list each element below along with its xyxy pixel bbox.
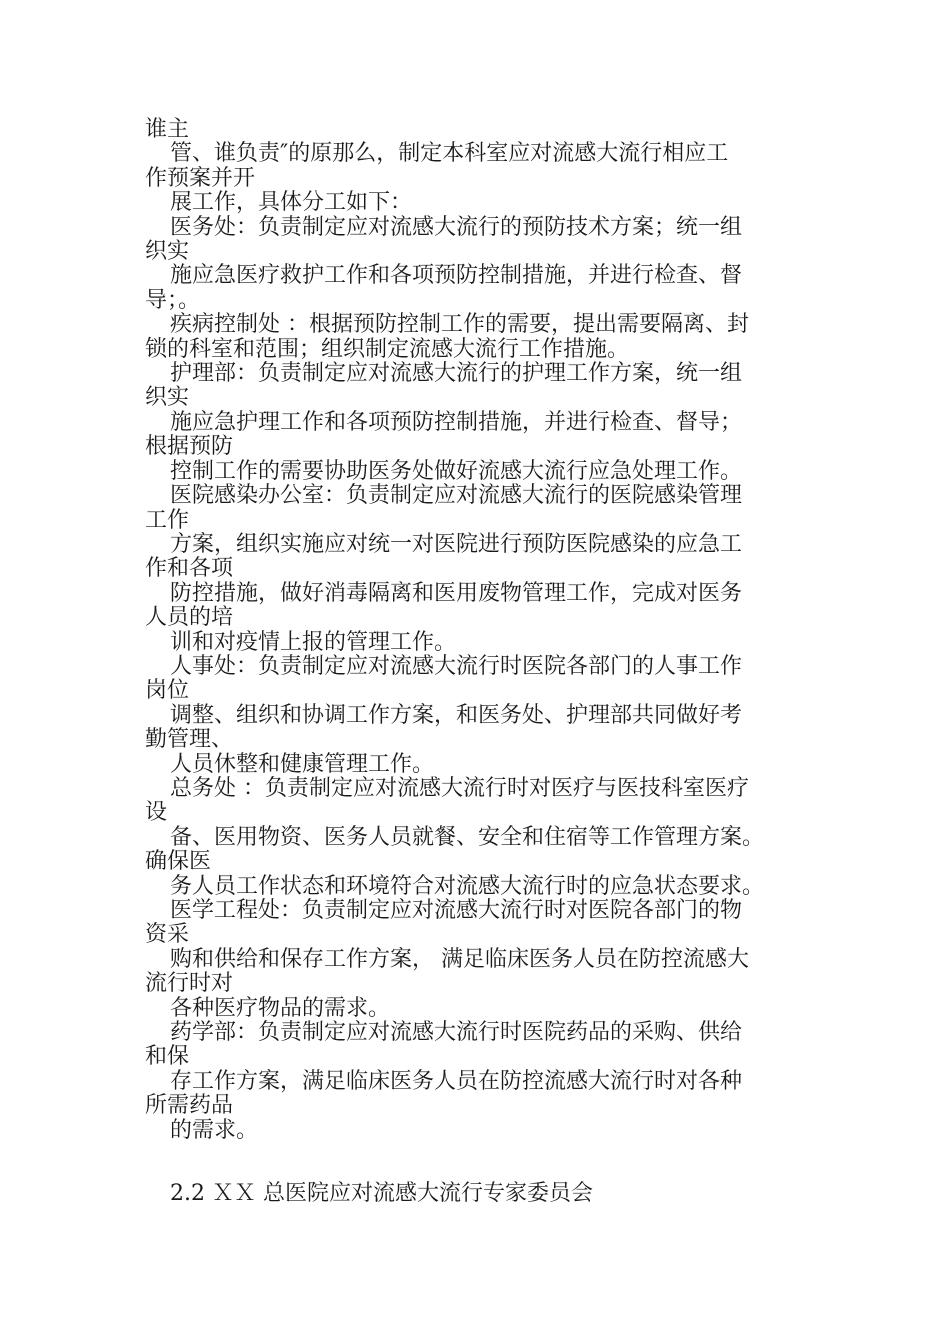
text-line: 谁主: [145, 117, 190, 142]
text-line: 流行时对: [145, 971, 234, 997]
text-line: 作预案并开: [145, 165, 256, 191]
body-text: [145, 118, 825, 1143]
text-line: 方案，组织实施应对统一对医院进行预防医院感染的应急工: [170, 531, 743, 557]
text-line: 训和对疫情上报的管理工作。: [170, 629, 457, 655]
text-line: 设: [145, 800, 168, 826]
text-line: 织实: [145, 239, 190, 265]
text-line: 控制工作的需要协助医务处做好流感大流行应急处理工作。: [170, 458, 743, 484]
text-line: 医务处：负责制定应对流感大流行的预防技术方案；统一组: [170, 214, 743, 240]
text-line: 所需药品: [145, 1093, 234, 1119]
text-line: 调整、组织和协调工作方案，和医务处、护理部共同做好考: [170, 702, 743, 728]
text-line: 导；。: [145, 287, 201, 313]
text-line: 总务处 ：负责制定应对流感大流行时对医疗与医技科室医疗: [170, 775, 749, 801]
text-line: 岗位: [145, 678, 190, 704]
text-line: 工作: [145, 507, 190, 533]
text-line: 人员的培: [145, 605, 234, 631]
text-line: 护理部：负责制定应对流感大流行的护理工作方案，统一组: [170, 361, 743, 387]
text-line: 展工作，具体分工如下：: [170, 190, 413, 216]
text-line: 管、谁负责″的原那么，制定本科室应对流感大流行相应工: [170, 141, 729, 167]
text-line: 确保医: [145, 849, 212, 875]
text-line: 的需求。: [170, 1117, 259, 1143]
text-line: 购和供给和保存工作方案， 满足临床医务人员在防控流感大: [170, 946, 749, 972]
text-line: 备、医用物资、医务人员就餐、安全和住宿等工作管理方案。: [170, 824, 765, 850]
text-line: 织实: [145, 385, 190, 411]
text-line: 施应急护理工作和各项预防控制措施，并进行检查、督导；: [170, 409, 743, 435]
text-line: 施应急医疗救护工作和各项预防控制措施，并进行检查、督: [170, 263, 743, 289]
text-line: 药学部：负责制定应对流感大流行时医院药品的采购、供给: [170, 1020, 743, 1046]
text-line: 疾病控制处 ：根据预防控制工作的需要，提出需要隔离、封: [170, 312, 749, 338]
text-line: 作和各项: [145, 556, 234, 582]
text-line: 锁的科室和范围；组织制定流感大流行工作措施。: [145, 336, 630, 362]
text-line: 勤管理、: [145, 727, 234, 753]
text-line: 和保: [145, 1044, 190, 1070]
text-line: 务人员工作状态和环境符合对流感大流行时的应急状态要求。: [170, 873, 765, 899]
text-line: 存工作方案，满足临床医务人员在防控流感大流行时对各种: [170, 1068, 743, 1094]
section-heading: 2.2 ＸＸ 总医院应对流感大流行专家委员会: [170, 1181, 593, 1206]
text-line: 防控措施，做好消毒隔离和医用废物管理工作，完成对医务: [170, 580, 743, 606]
text-line: 资采: [145, 922, 190, 948]
text-line: 各种医疗物品的需求。: [170, 995, 391, 1021]
text-line: 根据预防: [145, 434, 234, 460]
text-line: 人员休整和健康管理工作。: [170, 751, 435, 777]
text-line: 人事处：负责制定应对流感大流行时医院各部门的人事工作: [170, 653, 743, 679]
text-line: 医学工程处：负责制定应对流感大流行时对医院各部门的物: [170, 898, 743, 923]
text-line: 医院感染办公室：负责制定应对流感大流行的医院感染管理: [170, 483, 743, 509]
